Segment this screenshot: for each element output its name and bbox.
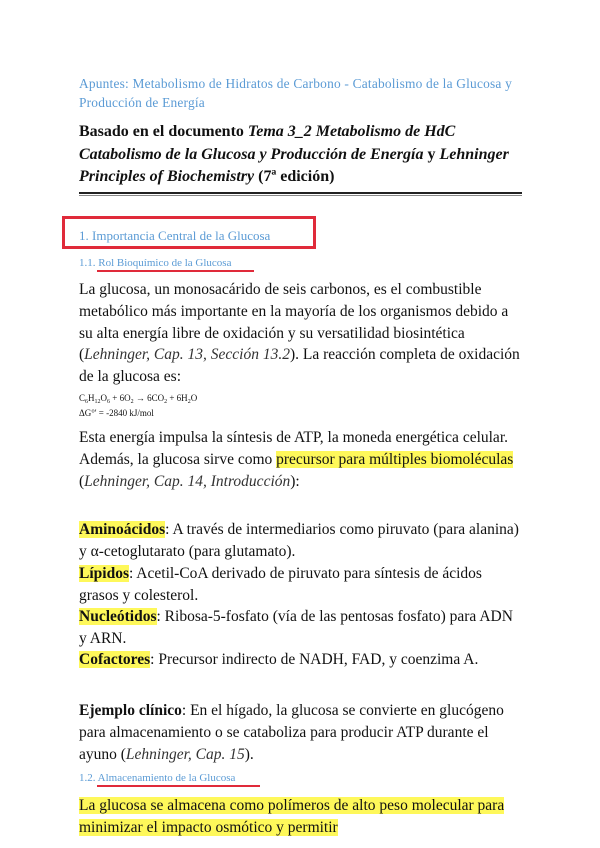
term-cofactores: Cofactores [79, 651, 151, 668]
highlight-precursor: precursor para múltiples biomoléculas [276, 450, 514, 468]
energy-text: Esta energía impulsa la síntesis de ATP, la moneda energética celular. Además, la glucosa sirve como [79, 429, 508, 468]
subsection-heading-2 [79, 771, 235, 785]
example-citation: Lehninger, Cap. 15 [125, 745, 245, 763]
subsection-heading-1 [79, 256, 231, 270]
title-divider [79, 192, 522, 196]
example-label: Ejemplo clínico [79, 702, 182, 719]
annotation-underline-almacenamiento [97, 785, 260, 787]
intro-text-end: ). La reacción completa de oxidación de la glucosa es: [79, 346, 520, 386]
term-nucleotidos: Nucleótidos [79, 608, 157, 625]
text-lipidos: : Acetil-CoA derivado de piruvato para síntesis de ácidos grasos y colesterol. [79, 565, 482, 604]
formula-equation: $C_6H_{12}O_6 + 6O_2 \to 6CO_2 + 6H_2O$ [79, 393, 198, 405]
example-text-end: ). [244, 745, 254, 763]
intro-citation: Lehninger, Cap. 13, Sección 13.2 [84, 346, 290, 364]
section-heading: 1. Importancia Central de la Glucosa [79, 228, 271, 243]
basis-and: y [423, 145, 440, 163]
paragraph-intro [79, 279, 524, 388]
text-nucleotidos: : Ribosa-5-fosfato (vía de las pentosas fosfato) para ADN y ARN. [79, 608, 513, 647]
paragraph-storage [79, 795, 524, 839]
term-lipidos: Lípidos [79, 565, 129, 582]
annotation-box-section-heading [62, 216, 316, 249]
annotation-underline-rol [97, 270, 254, 272]
list-item-nucleotidos [79, 606, 524, 650]
text-aminoacidos: : A través de intermediarios como piruvato (para alanina) y α-cetoglutarato (para glutamato). [79, 521, 519, 560]
list-item-lipidos [79, 563, 524, 607]
energy-text-b: ( [79, 472, 85, 490]
highlight-storage: La glucosa se almacena como polímeros de alto peso molecular para minimizar el impacto osmótico y permitir [79, 797, 505, 836]
list-item-cofactores [79, 649, 524, 671]
basis-prefix: Basado en el documento [79, 123, 248, 140]
paragraph-energy [79, 427, 524, 492]
list-item-aminoacidos [79, 519, 524, 563]
energy-citation: Lehninger, Cap. 14, Introducción [84, 472, 291, 490]
subsection-title: Almacenamiento de la Glucosa [97, 772, 236, 784]
document-basis [79, 121, 524, 189]
paragraph-clinical-example [79, 700, 524, 765]
basis-edition: (7ª edición) [254, 168, 335, 185]
oxidation-formula [79, 393, 197, 419]
subsection-number: 1.2. [79, 772, 98, 784]
text-cofactores: : Precursor indirecto de NADH, FAD, y coenzima A. [150, 651, 479, 668]
term-aminoacidos: Aminoácidos [79, 521, 166, 538]
intro-text: La glucosa, un monosacárido de seis carbonos, es el combustible metabólico más importante en la mayoría de los organismos debido a su alta energía libre de oxidación y su versatilidad biosintética ( [79, 281, 509, 364]
subsection-number: 1.1. [79, 257, 99, 269]
example-text: : En el hígado, la glucosa se convierte en glucógeno para almacenamiento o se cataboliza para producir ATP durante el ayuno ( [79, 702, 504, 763]
energy-text-end: ): [290, 472, 300, 490]
basis-doc: Tema 3_2 Metabolismo de HdC Catabolismo de la Glucosa y Producción de Energía [79, 123, 456, 163]
subsection-title: Rol Bioquímico de la Glucosa [98, 257, 232, 269]
formula-energy: ΔG°' = -2840 kJ/mol [79, 408, 154, 418]
basis-book: Lehninger Principles of Biochemistry [79, 145, 509, 185]
document-title: Apuntes: Metabolismo de Hidratos de Carbono - Catabolismo de la Glucosa y Producción de Energía [79, 76, 512, 110]
